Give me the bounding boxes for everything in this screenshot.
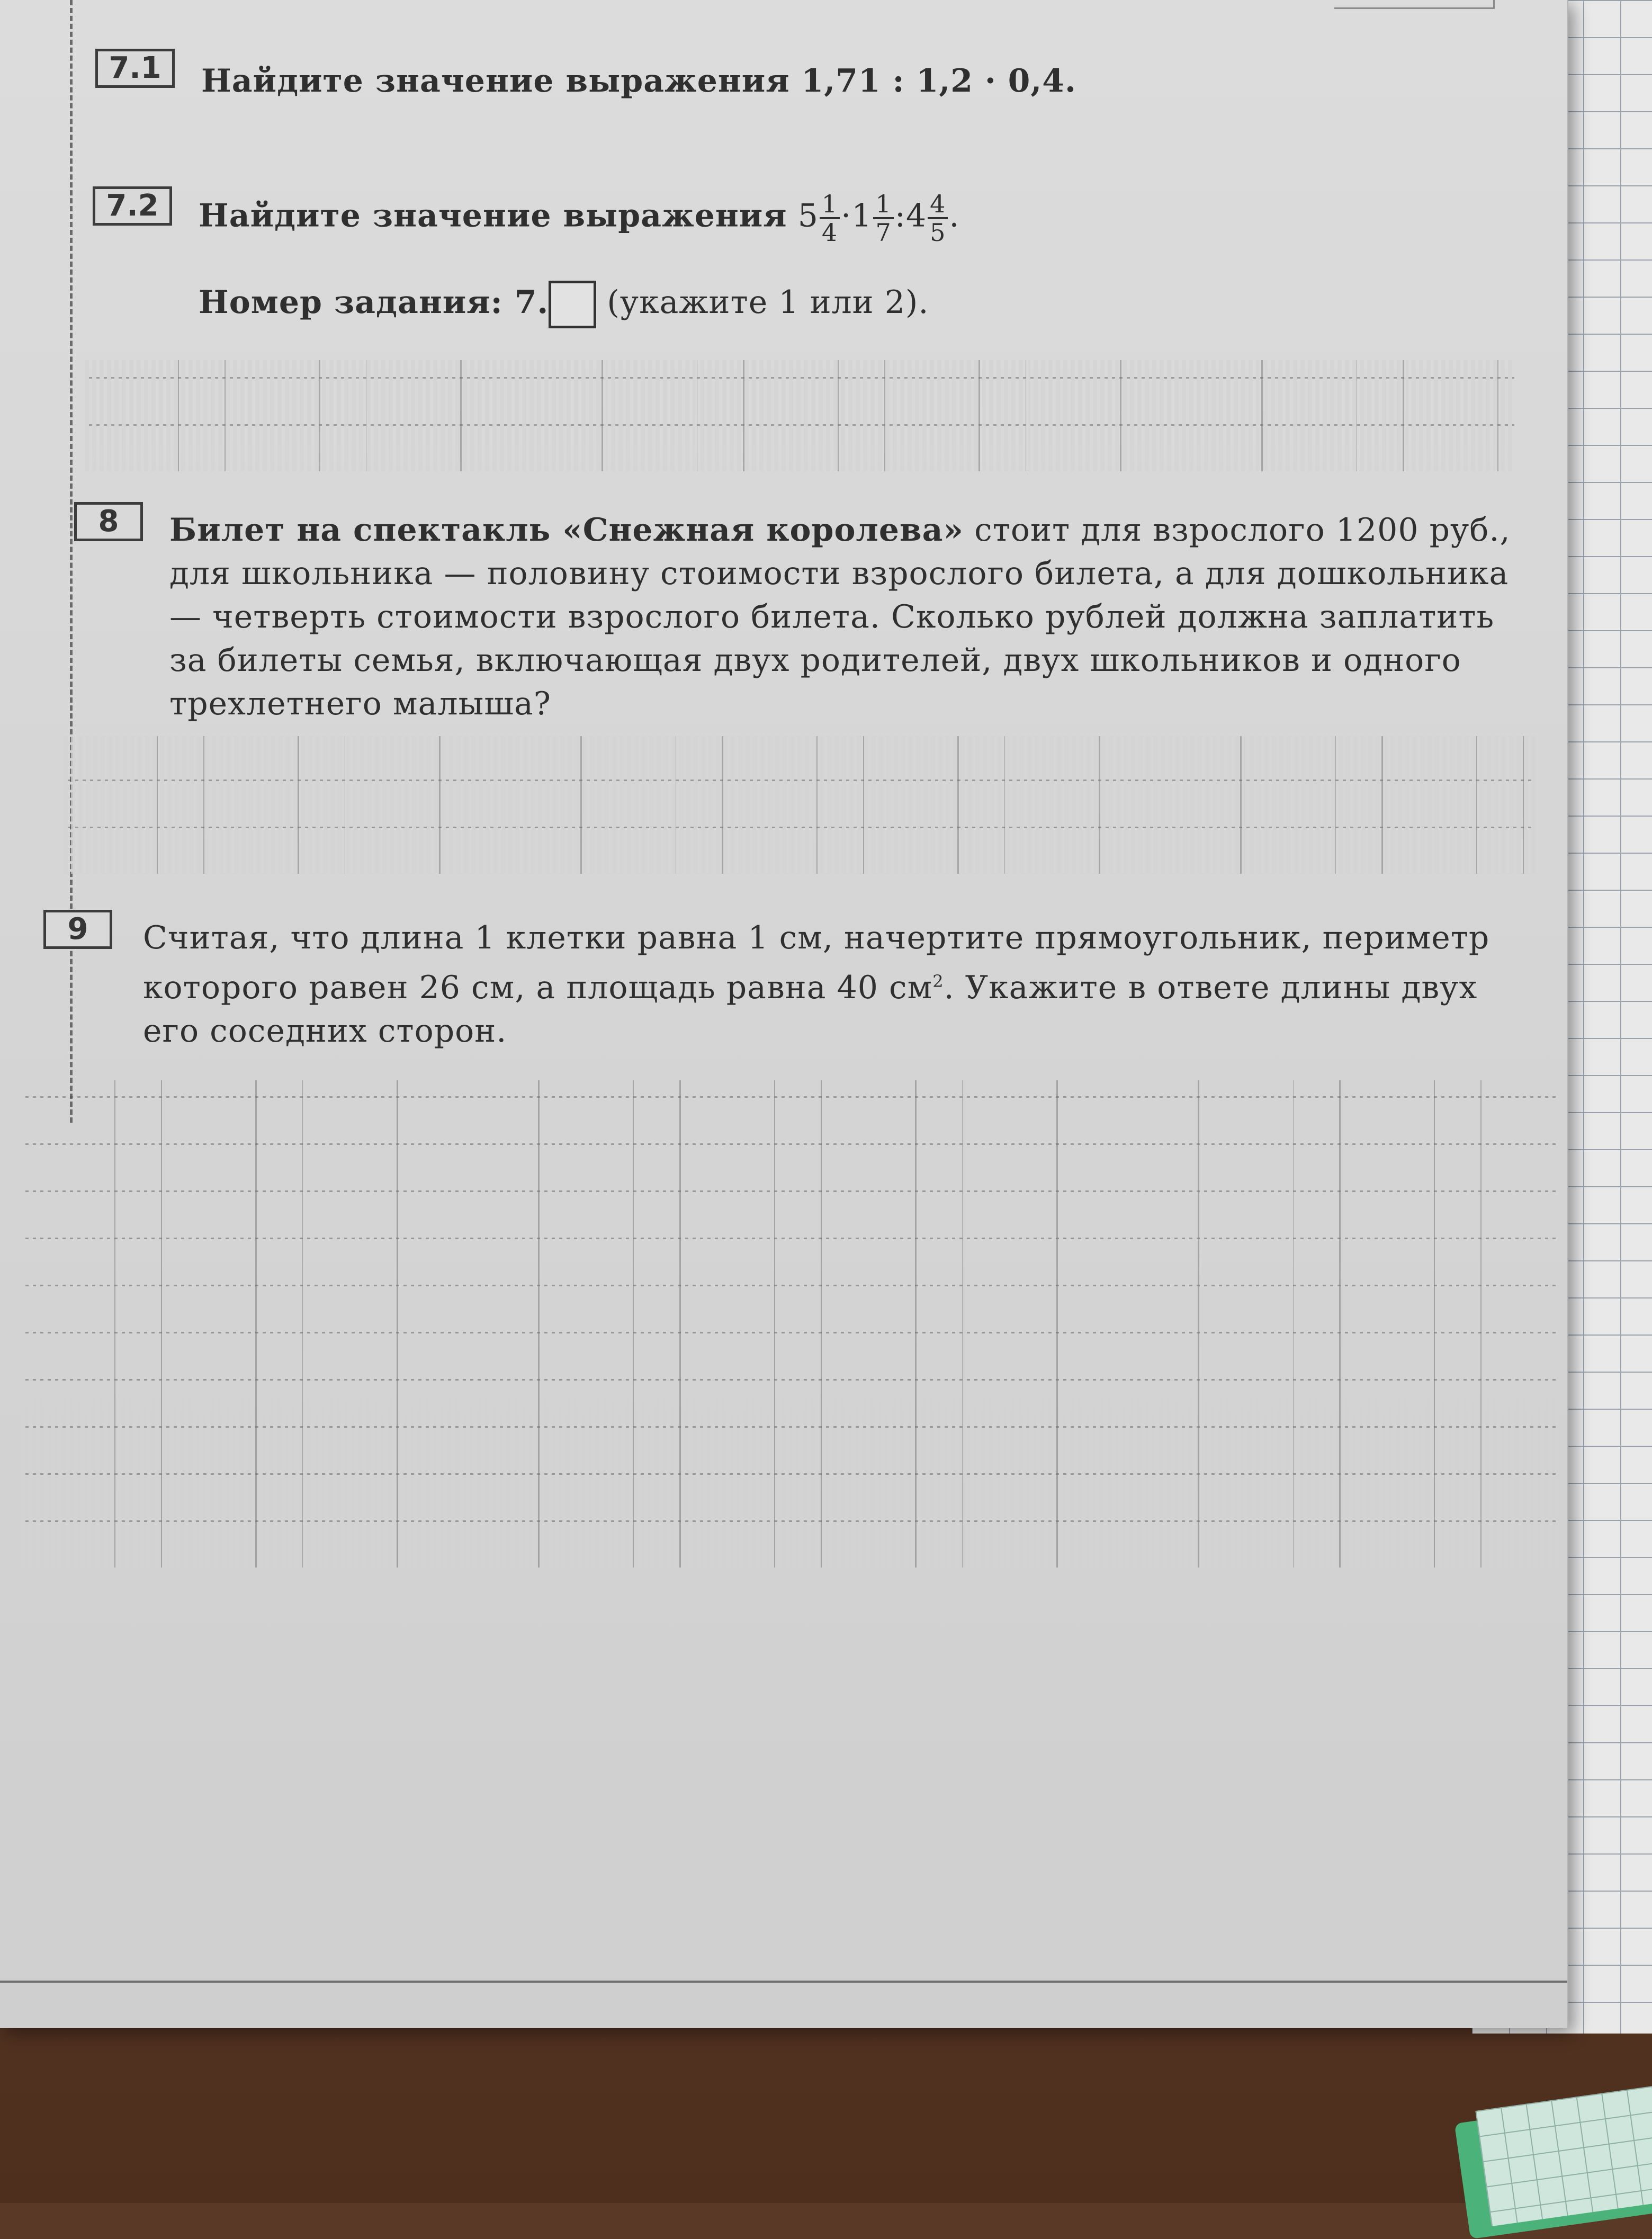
fraction-c-num: 4: [928, 191, 948, 219]
top-frame-corner: [1334, 0, 1495, 9]
fraction-a-num: 1: [820, 191, 840, 219]
task-9-text-a: Считая, что длина 1 клетки равна 1 см, начертите прямоугольник, периметр которого равен 26 см, а площадь равна 40 см: [143, 919, 1490, 1006]
fraction-b-num: 1: [873, 191, 893, 219]
answer-grid-7[interactable]: [85, 360, 1514, 471]
fraction-c-den: 5: [930, 218, 946, 247]
task-number-7-1: 7.1: [95, 49, 175, 88]
task-8-text-rest: стоит для взрослого 1200 руб., для школьника — половину стоимости взрослого билета, а для дошкольника — четверть стоимости взрослого билета. Сколько рублей должна заплатить за билеты семья, включающая двух родителей, двух школьников и одного трехлетнего малыша?: [169, 512, 1511, 722]
sheet-bottom-line: [0, 1981, 1567, 1983]
answer-grid-8[interactable]: [64, 736, 1536, 874]
choice-prefix: Номер задания: 7.: [199, 284, 549, 321]
fraction-a-den: 4: [821, 218, 838, 247]
expr-op2: :: [894, 197, 906, 235]
expr-op1: ·: [841, 197, 852, 235]
dashed-cut-line: [70, 0, 73, 1123]
task-9-text-b: . Укажите в ответе длины двух его соседних сторон.: [143, 969, 1478, 1050]
task-7-2-text: [199, 191, 1416, 246]
answer-grid-9[interactable]: [21, 1080, 1557, 1568]
fraction-c: [928, 191, 948, 246]
expr-c-whole: 4: [905, 197, 927, 235]
fraction-b: [873, 191, 893, 246]
task-choice-line: [199, 281, 1416, 328]
fraction-a: [820, 191, 840, 246]
task-9-sup: 2: [932, 971, 944, 991]
task-7-1-text: Найдите значение выражения 1,71 : 1,2 · 0,4.: [201, 62, 1076, 100]
fraction-b-den: 7: [875, 218, 892, 247]
task-9-text: [143, 916, 1541, 1053]
task-8-text: [169, 508, 1536, 726]
task-number-7-2: 7.2: [93, 186, 172, 226]
task-8-text-bold: Билет на спектакль «Снежная королева»: [169, 512, 964, 549]
choice-hint: (укажите 1 или 2).: [607, 284, 929, 321]
task-7-2-lead: Найдите значение выражения: [199, 197, 787, 235]
task-choice-box[interactable]: [549, 281, 596, 328]
expr-b-whole: 1: [851, 197, 873, 235]
expr-a-whole: 5: [797, 197, 819, 235]
task-number-9: 9: [43, 910, 112, 949]
task-number-8: 8: [74, 502, 143, 541]
expr-end: .: [949, 197, 960, 235]
